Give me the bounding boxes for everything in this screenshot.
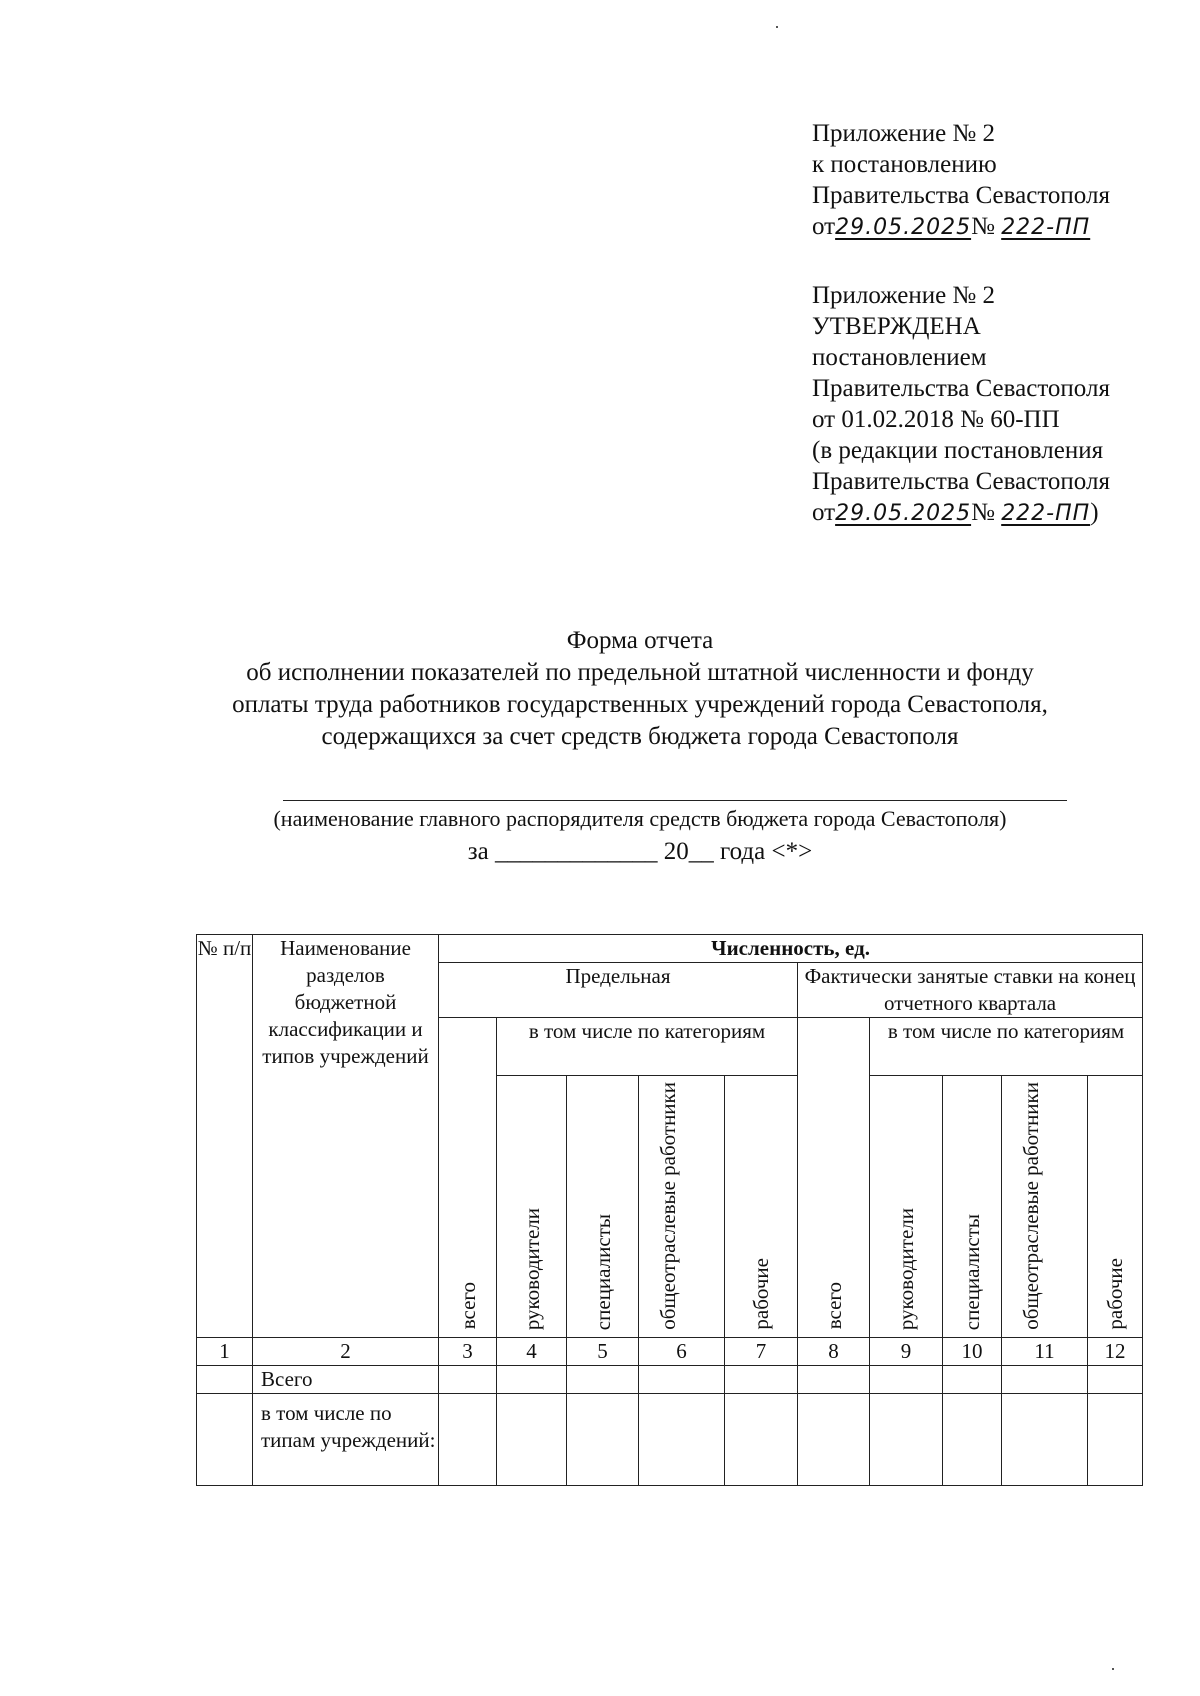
handwritten-number: 222-ПП: [1001, 501, 1091, 526]
handwritten-number: 222-ПП: [1001, 215, 1091, 240]
row-label: Всего: [253, 1365, 439, 1393]
title-line3: оплаты труда работников государственных учреждений города Севастополя,: [232, 691, 1048, 718]
header-actual-total: всего: [798, 1018, 870, 1338]
column-number: 8: [798, 1337, 870, 1365]
title-line4: содержащихся за счет средств бюджета города Севастополя: [321, 723, 959, 750]
original-line7: Правительства Севастополя: [812, 468, 1110, 495]
original-line2: УТВЕРЖДЕНА: [812, 313, 981, 340]
header-limit-general-staff: общеотраслевые работники: [639, 1076, 725, 1338]
amendment-line4: от29.05.2025№ 222-ПП: [812, 213, 1091, 240]
amendment-header: [812, 118, 1110, 242]
column-numbers-row: [197, 1337, 1143, 1365]
title-line1: Форма отчета: [566, 627, 714, 654]
original-line5: от 01.02.2018 № 60-ПП: [812, 406, 1060, 433]
original-header: [812, 280, 1110, 528]
title-line2: об исполнении показателей по предельной штатной численности и фонду: [246, 659, 1034, 686]
column-number: 2: [253, 1337, 439, 1365]
report-period: за _____________ 20__ года <*>: [467, 838, 813, 865]
column-number: 6: [639, 1337, 725, 1365]
original-line8: от29.05.2025№ 222-ПП): [812, 499, 1099, 526]
original-line1: Приложение № 2: [812, 282, 996, 309]
header-limit: Предельная: [439, 963, 798, 1018]
header-limit-categories: в том числе по категориям: [497, 1018, 798, 1076]
amendment-line2: к постановлению: [812, 151, 997, 178]
amendment-line1: Приложение № 2: [812, 120, 996, 147]
table-row: [197, 1365, 1143, 1393]
header-name: Наименование разделов бюджетной классификации и типов учреждений: [253, 935, 439, 1338]
column-number: 11: [1002, 1337, 1088, 1365]
scan-speck: [776, 26, 778, 28]
original-line6: (в редакции постановления: [812, 437, 1104, 464]
org-name-line: [283, 800, 1067, 801]
column-number: 4: [497, 1337, 567, 1365]
header-no: № п/п: [197, 935, 253, 1338]
org-caption: (наименование главного распорядителя средств бюджета города Севастополя): [273, 806, 1007, 831]
scan-speck: [1112, 1668, 1114, 1670]
header-actual-specialists: специалисты: [943, 1076, 1002, 1338]
header-actual-general-staff: общеотраслевые работники: [1002, 1076, 1088, 1338]
header-actual-managers: руководители: [870, 1076, 943, 1338]
column-number: 9: [870, 1337, 943, 1365]
column-number: 1: [197, 1337, 253, 1365]
table-row: [197, 1393, 1143, 1485]
original-line3: постановлением: [812, 344, 987, 371]
handwritten-date: 29.05.2025: [835, 215, 972, 240]
row-label: в том числе по типам учреждений:: [253, 1393, 439, 1485]
original-line4: Правительства Севастополя: [812, 375, 1110, 402]
report-table: [196, 934, 1143, 1486]
column-number: 7: [725, 1337, 798, 1365]
header-actual-categories: в том числе по категориям: [870, 1018, 1143, 1076]
column-number: 12: [1088, 1337, 1143, 1365]
column-number: 3: [439, 1337, 497, 1365]
header-limit-managers: руководители: [497, 1076, 567, 1338]
column-number: 5: [567, 1337, 639, 1365]
header-group: Численность, ед.: [439, 935, 1143, 963]
header-limit-total: всего: [439, 1018, 497, 1338]
document-title: [200, 625, 1080, 753]
header-actual-workers: рабочие: [1088, 1076, 1143, 1338]
header-limit-workers: рабочие: [725, 1076, 798, 1338]
header-actual: Фактически занятые ставки на конец отчетного квартала: [798, 963, 1143, 1018]
column-number: 10: [943, 1337, 1002, 1365]
header-limit-specialists: специалисты: [567, 1076, 639, 1338]
handwritten-date: 29.05.2025: [835, 501, 972, 526]
amendment-line3: Правительства Севастополя: [812, 182, 1110, 209]
